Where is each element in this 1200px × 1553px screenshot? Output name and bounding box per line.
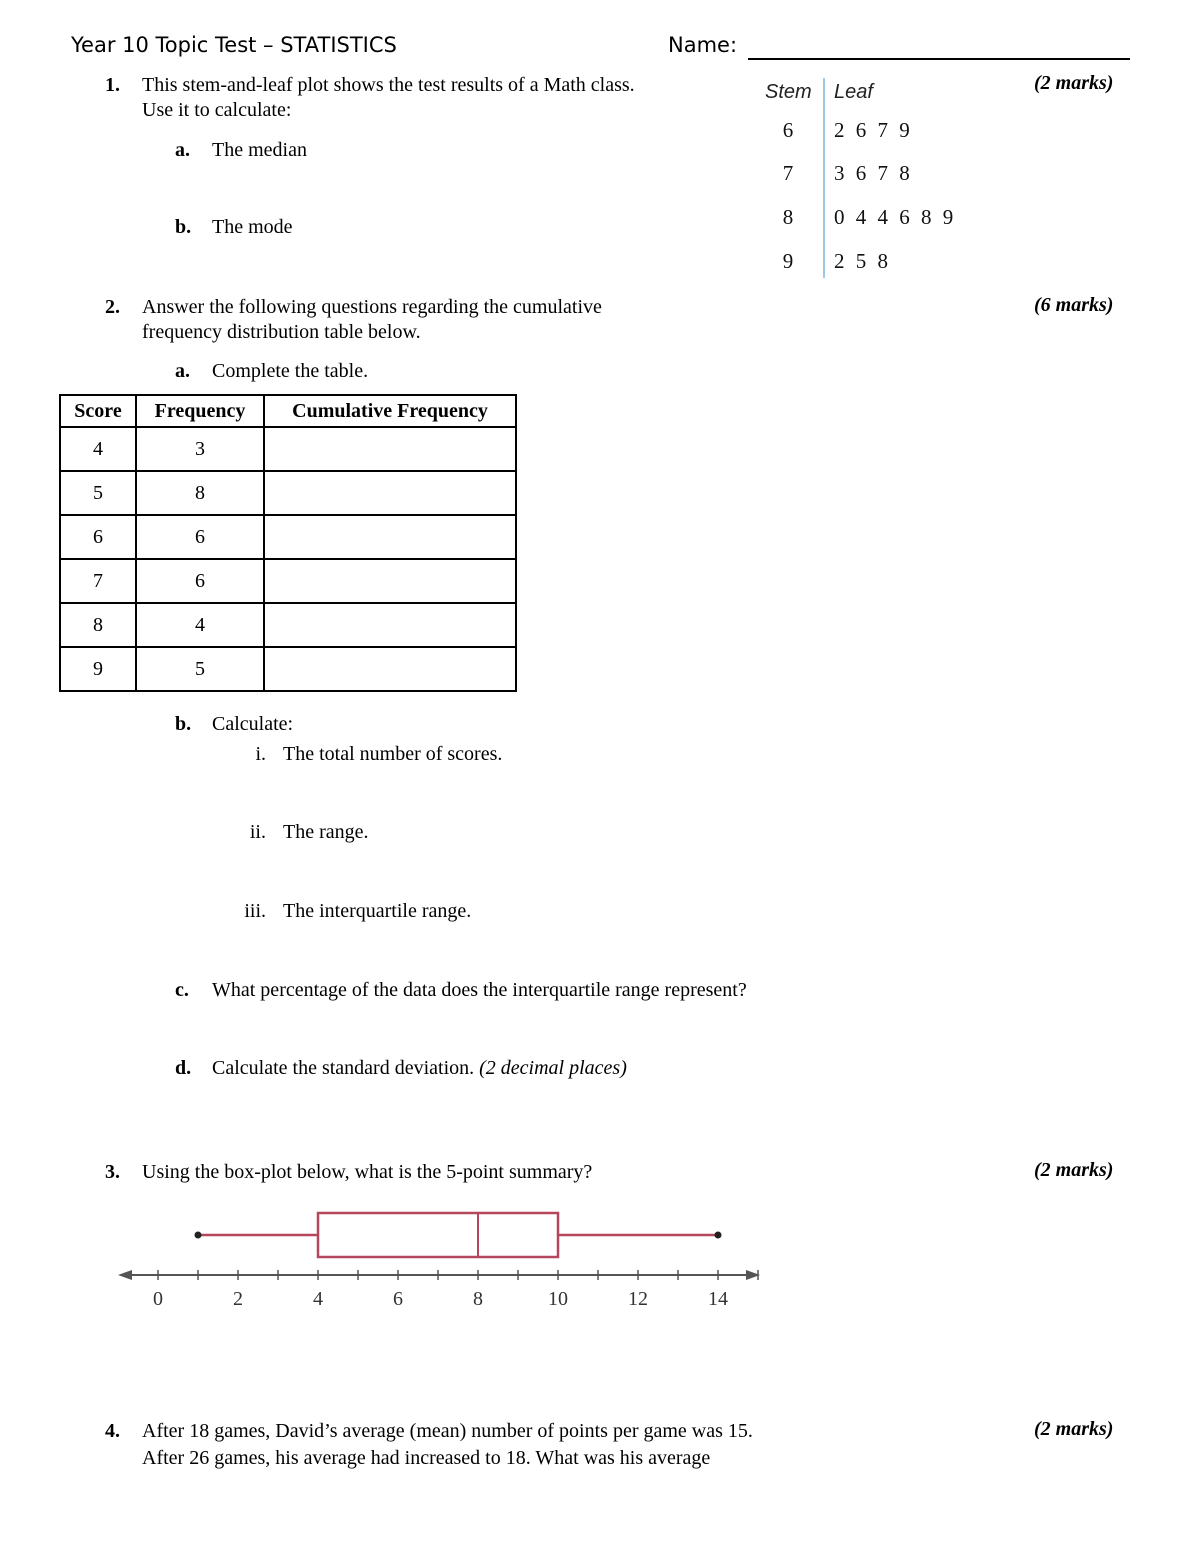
stem-leaf-plot — [760, 78, 980, 280]
q2b-label: b. — [175, 713, 192, 735]
cumulative-frequency-cell[interactable] — [264, 515, 516, 559]
column-header: Score — [60, 395, 136, 427]
q1-number: 1. — [105, 74, 120, 96]
q2-text-line1: Answer the following questions regarding the cumulative — [142, 296, 602, 318]
page-title: Year 10 Topic Test – STATISTICS — [71, 33, 397, 57]
frequency-cell: 4 — [136, 603, 264, 647]
leaf-values: 2 5 8 — [834, 249, 891, 273]
q2-number: 2. — [105, 296, 120, 318]
stem-value: 7 — [782, 161, 794, 185]
leaf-values: 0 4 4 6 8 9 — [834, 205, 957, 229]
q2b-i-label: i. — [255, 743, 266, 765]
tick-label: 2 — [233, 1288, 243, 1310]
table-row — [60, 603, 516, 647]
q2b-ii-text: The range. — [283, 821, 369, 843]
stem-value: 8 — [782, 205, 794, 229]
tick-label: 0 — [153, 1288, 163, 1310]
stem-value: 6 — [782, 118, 794, 142]
q2d-note: (2 decimal places) — [479, 1057, 627, 1079]
stem-header: Stem — [765, 81, 812, 103]
q2d-question: Calculate the standard deviation. — [212, 1057, 475, 1079]
frequency-cell: 8 — [136, 471, 264, 515]
tick-label: 14 — [708, 1288, 728, 1310]
q4-marks: (2 marks) — [1034, 1418, 1114, 1440]
leaf-header: Leaf — [834, 81, 873, 103]
q4-text-line1: After 18 games, David’s average (mean) number of points per game was 15. — [142, 1420, 753, 1442]
frequency-cell: 6 — [136, 515, 264, 559]
q3-marks: (2 marks) — [1034, 1159, 1114, 1181]
cumulative-frequency-cell[interactable] — [264, 647, 516, 691]
column-header: Cumulative Frequency — [264, 395, 516, 427]
score-cell: 8 — [60, 603, 136, 647]
q2a-text: Complete the table. — [212, 360, 369, 382]
box-and-whiskers — [195, 1213, 722, 1257]
q1a-label: a. — [175, 139, 190, 161]
q2d-label: d. — [175, 1057, 192, 1079]
stem-leaf-divider — [823, 78, 825, 278]
q1a-text: The median — [212, 139, 307, 161]
name-line[interactable] — [748, 58, 1130, 60]
q4-text-line2: After 26 games, his average had increased to 18. What was his average — [142, 1447, 711, 1469]
q1b-text: The mode — [212, 216, 293, 238]
score-cell: 5 — [60, 471, 136, 515]
name-label: Name: — [668, 33, 738, 57]
tick-label: 12 — [628, 1288, 648, 1310]
table-row — [60, 515, 516, 559]
q2b-ii-label: ii. — [249, 821, 266, 843]
frequency-cell: 3 — [136, 427, 264, 471]
column-header: Frequency — [136, 395, 264, 427]
q2b-i-text: The total number of scores. — [283, 743, 503, 765]
cumulative-frequency-cell[interactable] — [264, 603, 516, 647]
q2b-text: Calculate: — [212, 713, 294, 735]
q2-marks: (6 marks) — [1034, 294, 1114, 316]
q2c-label: c. — [175, 979, 189, 1001]
tick-label: 6 — [393, 1288, 403, 1310]
q4-number: 4. — [105, 1420, 120, 1442]
cumulative-frequency-cell[interactable] — [264, 427, 516, 471]
box-plot — [110, 1195, 780, 1325]
leaf-values: 3 6 7 8 — [834, 161, 913, 185]
q1-text-line1: This stem-and-leaf plot shows the test results of a Math class. — [142, 74, 635, 96]
score-cell: 7 — [60, 559, 136, 603]
frequency-table — [59, 394, 517, 692]
q2b-iii-label: iii. — [244, 900, 266, 922]
score-cell: 9 — [60, 647, 136, 691]
score-cell: 4 — [60, 427, 136, 471]
number-line — [118, 1270, 760, 1280]
table-header-row — [60, 395, 516, 427]
q2a-label: a. — [175, 360, 190, 382]
tick-label: 10 — [548, 1288, 568, 1310]
frequency-cell: 5 — [136, 647, 264, 691]
table-row — [60, 471, 516, 515]
left-arrow-icon — [118, 1270, 132, 1280]
tick-labels — [153, 1288, 728, 1310]
cumulative-frequency-cell[interactable] — [264, 559, 516, 603]
q2b-iii-text: The interquartile range. — [283, 900, 472, 922]
table-row — [60, 559, 516, 603]
q2c-text: What percentage of the data does the interquartile range represent? — [212, 979, 747, 1001]
maximum-point — [715, 1232, 722, 1239]
interquartile-box — [318, 1213, 558, 1257]
score-cell: 6 — [60, 515, 136, 559]
q1b-label: b. — [175, 216, 192, 238]
q3-text: Using the box-plot below, what is the 5-point summary? — [142, 1161, 593, 1183]
leaf-values: 2 6 7 9 — [834, 118, 913, 142]
q1-text-line2: Use it to calculate: — [142, 99, 292, 121]
table-row — [60, 427, 516, 471]
tick-label: 4 — [313, 1288, 323, 1310]
q3-number: 3. — [105, 1161, 120, 1183]
cumulative-frequency-cell[interactable] — [264, 471, 516, 515]
frequency-cell: 6 — [136, 559, 264, 603]
stem-value: 9 — [782, 249, 794, 273]
q1-marks: (2 marks) — [1034, 72, 1114, 94]
q2d-text — [212, 1055, 627, 1081]
q2-text-line2: frequency distribution table below. — [142, 321, 421, 343]
tick-label: 8 — [473, 1288, 483, 1310]
minimum-point — [195, 1232, 202, 1239]
table-row — [60, 647, 516, 691]
